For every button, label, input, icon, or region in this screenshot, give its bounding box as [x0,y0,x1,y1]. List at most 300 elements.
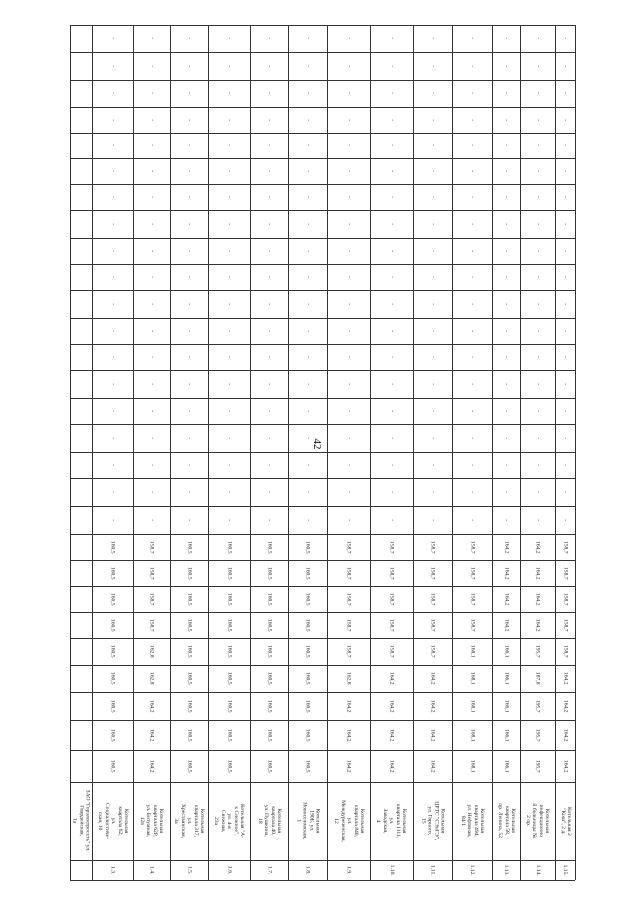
empty-dash-cell [250,158,288,184]
empty-dash-cell-text: - [388,144,395,147]
empty-dash-cell [413,452,452,478]
empty-dash-cell [413,506,452,534]
empty-dash-cell [452,318,492,344]
empty-dash-cell [133,25,170,52]
tariff-value-cell [288,612,327,638]
empty-dash-cell [250,290,288,318]
tariff-value-cell [492,750,520,782]
tariff-value-cell-text: 164,2 [345,728,352,742]
tariff-value-cell [250,586,288,612]
empty-dash-cell [452,370,492,398]
empty-dash-cell [133,318,170,344]
empty-dash-cell-text: - [469,144,476,147]
empty-dash-cell [208,25,250,52]
tariff-value-cell [170,665,208,692]
empty-dash-cell [133,452,170,478]
empty-dash-cell [555,318,575,344]
empty-dash-cell [492,370,520,398]
tariff-value-cell [370,692,413,720]
tariff-value-cell [92,665,133,692]
empty-dash-cell [520,478,555,506]
empty-dash-cell [452,452,492,478]
tariff-value-cell [92,750,133,782]
tariff-value-cell-text: 164,2 [503,592,510,606]
empty-dash-cell [452,184,492,210]
empty-dash-cell-text: - [534,276,541,278]
empty-dash-cell-text: - [226,37,233,40]
tariff-value-cell-text: 160,5 [226,540,233,554]
empty-dash-cell-text: - [534,330,541,332]
empty-dash-cell [555,264,575,290]
empty-dash-cell-text: - [429,119,436,121]
empty-dash-cell-text: - [266,92,273,95]
empty-dash-cell [452,506,492,534]
empty-dash-cell-text: - [345,437,352,439]
empty-dash-cell [413,344,452,370]
empty-dash-cell [327,452,370,478]
empty-dash-cell-text: - [429,519,436,521]
empty-dash-cell [413,25,452,52]
tariff-value-cell [520,692,555,720]
empty-dash-cell [327,210,370,238]
empty-dash-cell-text: - [345,170,352,172]
tariff-value-cell [370,720,413,750]
tariff-value-cell [520,750,555,782]
empty-dash-cell [555,238,575,264]
empty-dash-cell [452,290,492,318]
empty-dash-cell-text: - [226,276,233,278]
empty-dash-cell [555,478,575,506]
empty-dash-cell-text: - [534,491,541,493]
empty-dash-cell [520,424,555,452]
empty-dash-cell-text: - [388,65,395,67]
tariff-value-cell-text: 164,2 [388,728,395,742]
tariff-value-cell [208,750,250,782]
tariff-value-cell-text: 164,2 [345,759,352,773]
empty-dash-cell [250,184,288,210]
tariff-value-cell-text: 160,5 [226,645,233,658]
empty-dash-cell-text: - [345,491,352,493]
empty-dash-cell-text: - [148,223,155,225]
empty-dash-cell-text: - [429,196,436,198]
empty-dash-cell-text: - [109,464,116,466]
tariff-value-cell-text: 158,7 [388,592,395,606]
empty-dash-cell-text: - [109,250,116,252]
tariff-value-cell [133,560,170,586]
tariff-value-cell-text: 168,1 [469,699,476,713]
empty-dash-cell [327,398,370,424]
empty-dash-cell-text: - [345,144,352,147]
tariff-value-cell-text: 160,5 [304,672,311,685]
tariff-value-cell-text: 160,5 [226,566,233,580]
empty-dash-cell-text: - [304,356,311,358]
empty-dash-cell [92,424,133,452]
empty-dash-cell [492,133,520,158]
empty-dash-cell-text: - [266,356,273,358]
empty-dash-cell-text: - [109,356,116,358]
empty-dash-cell-text: - [304,303,311,305]
empty-dash-cell-text: - [226,65,233,67]
empty-dash-cell-text: - [429,250,436,252]
tariff-value-cell-text: 160,5 [186,540,193,554]
boiler-name-cell-text: ЗАО "Горэлектросеть" ул. Гвардейская, 1а [71,790,91,852]
tariff-value-cell [133,534,170,560]
tariff-value-cell [92,586,133,612]
empty-dash-cell-text: - [534,65,541,67]
empty-dash-cell [92,25,133,52]
empty-dash-cell [92,398,133,424]
boiler-name-cell [208,782,250,860]
empty-dash-cell [250,398,288,424]
empty-dash-cell-text: - [304,437,311,439]
empty-dash-cell [208,506,250,534]
row-number-cell [170,860,208,880]
tariff-value-cell-text: 160,5 [266,566,273,580]
tariff-value-cell [288,560,327,586]
tariff-value-cell-text: 158,7 [562,618,569,632]
boiler-name-cell-text: Котельная квартала 62, ул. Социалистиче- ская, 10 [96,803,129,839]
empty-dash-cell-text: - [469,119,476,121]
empty-dash-cell [520,238,555,264]
tariff-value-cell-text: 164,2 [562,699,569,713]
empty-dash-cell [170,452,208,478]
column-border [70,880,575,881]
empty-dash-cell-text: - [562,65,569,67]
tariff-value-cell [492,586,520,612]
empty-dash-cell-text: - [429,330,436,332]
empty-dash-cell-text: - [148,491,155,493]
empty-dash-cell-text: - [186,276,193,278]
tariff-value-cell-text: 160,5 [304,759,311,773]
empty-dash-cell [520,452,555,478]
tariff-value-cell-text: 164,2 [503,618,510,632]
empty-dash-cell-text: - [226,119,233,121]
empty-dash-cell-text: - [186,383,193,385]
empty-dash-cell [370,107,413,133]
empty-dash-cell-text: - [503,330,510,332]
empty-dash-cell-text: - [503,65,510,67]
empty-dash-cell [288,318,327,344]
tariff-value-cell [413,612,452,638]
empty-dash-cell [452,424,492,452]
row-number-cell-text: 1.6. [226,865,233,875]
empty-dash-cell [555,370,575,398]
empty-dash-cell [92,238,133,264]
empty-dash-cell [520,52,555,80]
empty-dash-cell [170,107,208,133]
tariff-value-cell-text: 158,7 [345,540,352,554]
tariff-value-cell [133,750,170,782]
empty-dash-cell-text: - [226,437,233,439]
empty-dash-cell [520,25,555,52]
tariff-value-cell [92,720,133,750]
empty-dash-cell-text: - [388,119,395,121]
boiler-name-cell-text: Котельная 2 "Кош", 2 д. [559,806,572,836]
empty-dash-cell-text: - [186,410,193,412]
tariff-value-cell [133,638,170,665]
tariff-value-cell [208,692,250,720]
tariff-value-cell [452,638,492,665]
tariff-value-cell-text: 158,7 [148,566,155,580]
tariff-value-cell [555,638,575,665]
empty-dash-cell-text: - [226,92,233,95]
tariff-value-cell-text: 160,5 [226,759,233,773]
tariff-value-cell [370,665,413,692]
empty-dash-cell-text: - [345,330,352,332]
tariff-value-cell [555,720,575,750]
empty-dash-cell [452,107,492,133]
empty-dash-cell [413,184,452,210]
empty-dash-cell [370,264,413,290]
empty-dash-cell [492,478,520,506]
empty-dash-cell-text: - [503,250,510,252]
empty-dash-cell [208,452,250,478]
empty-dash-cell [413,133,452,158]
empty-dash-cell [492,158,520,184]
empty-dash-cell [413,318,452,344]
tariff-value-cell [520,720,555,750]
empty-dash-cell-text: - [469,491,476,493]
empty-dash-cell-text: - [562,519,569,521]
empty-dash-cell [288,478,327,506]
empty-dash-cell [250,80,288,107]
empty-dash-cell-text: - [226,330,233,332]
empty-dash-cell [413,398,452,424]
empty-dash-cell [208,107,250,133]
tariff-value-cell [133,692,170,720]
empty-dash-cell-text: - [226,464,233,466]
tariff-value-cell-text: 166,1 [503,759,510,773]
tariff-value-cell [327,612,370,638]
tariff-value-cell [92,638,133,665]
empty-dash-cell [92,344,133,370]
empty-dash-cell-text: - [503,383,510,385]
tariff-value-cell-text: 162,8 [148,645,155,658]
tariff-value-cell [452,692,492,720]
empty-dash-cell-text: - [503,491,510,493]
empty-dash-cell-text: - [534,144,541,147]
empty-dash-cell-text: - [429,223,436,225]
empty-dash-cell-text: - [345,223,352,225]
tariff-value-cell [492,665,520,692]
empty-dash-cell-text: - [186,303,193,305]
empty-dash-cell-text: - [562,250,569,252]
tariff-value-cell-text: 158,7 [345,592,352,606]
empty-dash-cell-text: - [388,170,395,172]
empty-dash-cell-text: - [503,464,510,466]
empty-dash-cell-text: - [469,65,476,67]
empty-dash-cell [288,210,327,238]
tariff-value-cell [413,750,452,782]
tariff-value-cell-text: 160,5 [266,618,273,632]
empty-dash-cell-text: - [469,519,476,521]
boiler-name-cell [520,782,555,860]
empty-dash-cell-text: - [266,196,273,198]
empty-dash-cell-text: - [534,119,541,121]
empty-dash-cell [555,210,575,238]
tariff-value-cell-text: 160,5 [304,645,311,658]
row-number-cell-text: 1.4. [148,865,155,875]
tariff-value-cell [520,560,555,586]
row-number-cell-text: 1.9. [345,865,352,875]
tariff-value-cell-text: 160,5 [266,672,273,685]
tariff-value-cell [250,534,288,560]
empty-dash-cell [170,290,208,318]
empty-dash-cell [250,452,288,478]
tariff-value-cell [520,534,555,560]
empty-dash-cell [92,264,133,290]
empty-dash-cell [555,25,575,52]
tariff-value-cell [208,638,250,665]
empty-dash-cell [327,133,370,158]
empty-dash-cell [170,398,208,424]
empty-dash-cell-text: - [345,119,352,121]
empty-dash-cell-text: - [304,410,311,412]
boiler-name-cell-text: Котельная квартала 62Р, ул. Битумная, 12в [139,804,165,838]
tariff-value-cell [288,638,327,665]
empty-dash-cell-text: - [266,330,273,332]
tariff-value-cell-text: 158,7 [562,592,569,606]
empty-dash-cell [520,290,555,318]
empty-dash-cell [250,52,288,80]
empty-dash-cell-text: - [503,92,510,95]
empty-dash-cell-text: - [534,92,541,95]
empty-dash-cell-text: - [266,491,273,493]
empty-dash-cell [288,184,327,210]
empty-dash-cell-text: - [109,196,116,198]
empty-dash-cell-text: - [266,170,273,172]
empty-dash-cell-text: - [148,92,155,95]
empty-dash-cell-text: - [148,144,155,147]
tariff-value-cell-text: 168,1 [469,672,476,685]
empty-dash-cell-text: - [469,170,476,172]
tariff-value-cell-text: 160,5 [226,699,233,713]
empty-dash-cell-text: - [469,330,476,332]
tariff-value-cell-text: 160,5 [226,728,233,742]
empty-dash-cell-text: - [186,144,193,147]
tariff-value-cell [288,586,327,612]
empty-dash-cell-text: - [503,303,510,305]
empty-dash-cell-text: - [148,276,155,278]
empty-dash-cell-text: - [148,119,155,121]
empty-dash-cell-text: - [148,356,155,358]
empty-dash-cell [288,370,327,398]
empty-dash-cell-text: - [226,491,233,493]
tariff-value-cell-text: 158,7 [388,540,395,554]
empty-dash-cell [452,133,492,158]
empty-dash-cell [133,344,170,370]
tariff-value-cell [327,586,370,612]
tariff-value-cell-text: 158,7 [562,566,569,580]
empty-dash-cell-text: - [388,92,395,95]
empty-dash-cell [208,344,250,370]
tariff-value-cell-text: 158,7 [469,592,476,606]
tariff-value-cell-text: 164,2 [503,566,510,580]
tariff-value-cell [555,692,575,720]
empty-dash-cell [370,238,413,264]
empty-dash-cell-text: - [534,464,541,466]
tariff-value-cell [452,586,492,612]
tariff-value-cell-text: 164,2 [429,699,436,713]
empty-dash-cell [492,344,520,370]
tariff-value-cell [413,638,452,665]
empty-dash-cell [170,238,208,264]
empty-dash-cell [555,506,575,534]
empty-dash-cell [555,133,575,158]
empty-dash-cell-text: - [109,65,116,67]
tariff-value-cell-text: 160,5 [186,728,193,742]
tariff-value-cell [492,720,520,750]
empty-dash-cell-text: - [429,92,436,95]
empty-dash-cell-text: - [562,144,569,147]
empty-dash-cell [370,344,413,370]
empty-dash-cell-text: - [429,491,436,493]
empty-dash-cell-text: - [109,144,116,147]
empty-dash-cell-text: - [469,303,476,305]
empty-dash-cell-text: - [534,37,541,40]
empty-dash-cell [370,318,413,344]
empty-dash-cell-text: - [148,170,155,172]
tariff-value-cell [520,586,555,612]
empty-dash-cell [413,478,452,506]
empty-dash-cell-text: - [388,250,395,252]
tariff-value-cell [370,750,413,782]
row-number-cell-text: 1.8. [304,865,311,875]
tariff-value-cell-text: 164,2 [388,759,395,773]
empty-dash-cell [170,370,208,398]
tariff-value-cell [413,692,452,720]
empty-dash-cell [92,133,133,158]
tariff-value-cell-text: 160,5 [109,592,116,606]
empty-dash-cell [452,25,492,52]
empty-dash-cell-text: - [304,196,311,198]
tariff-value-cell-text: 158,7 [148,540,155,554]
empty-dash-cell [413,107,452,133]
empty-dash-cell [370,478,413,506]
empty-dash-cell [288,80,327,107]
empty-dash-cell-text: - [429,383,436,385]
empty-dash-cell [520,133,555,158]
tariff-value-cell-text: 160,5 [109,540,116,554]
empty-dash-cell [92,290,133,318]
tariff-value-cell [208,560,250,586]
tariff-value-cell-text: 187,8 [534,672,541,685]
tariff-value-cell [250,720,288,750]
tariff-value-cell [133,612,170,638]
empty-dash-cell [492,264,520,290]
empty-dash-cell [370,370,413,398]
empty-dash-cell [250,370,288,398]
empty-dash-cell-text: - [266,250,273,252]
row-number-cell [133,860,170,880]
empty-dash-cell [327,344,370,370]
empty-dash-cell-text: - [469,464,476,466]
empty-dash-cell [92,52,133,80]
tariff-value-cell [452,720,492,750]
empty-dash-cell-text: - [562,303,569,305]
tariff-value-cell-text: 160,5 [304,566,311,580]
tariff-value-cell [170,750,208,782]
tariff-value-cell-text: 160,5 [109,566,116,580]
empty-dash-cell-text: - [186,223,193,225]
tariff-value-cell [492,612,520,638]
empty-dash-cell-text: - [304,119,311,121]
empty-dash-cell-text: - [304,92,311,95]
empty-dash-cell-text: - [226,383,233,385]
tariff-value-cell [133,586,170,612]
tariff-value-cell-text: 195,7 [534,759,541,773]
empty-dash-cell [370,133,413,158]
